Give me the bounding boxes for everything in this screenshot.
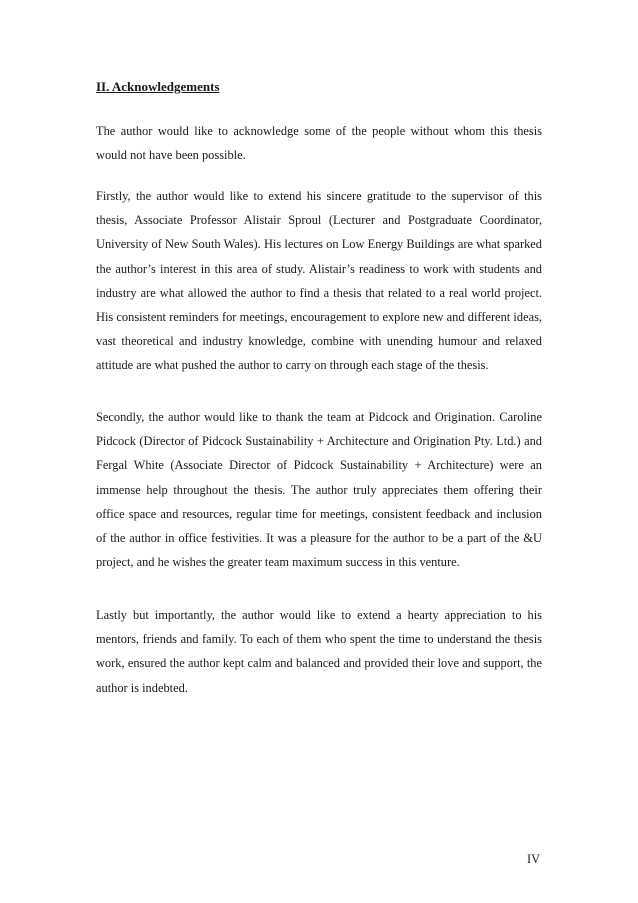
section-heading: II. Acknowledgements — [96, 79, 220, 94]
paragraph-supervisor: Firstly, the author would like to extend his sincere gratitude to the supervisor of this thesis, Associate Professor Alistair Sproul (Lecturer and Postgraduate Coordinator, University of New South Wales). His lectures on Low Energy Buildings are what sparked the author’s interest in this area of study. Alistair’s readiness to work with students and industry are what allowed the author to find a thesis that related to a real world project. His consistent reminders for meetings, encouragement to explore new and different ideas, vast theoretical and industry knowledge, combine with unending humour and relaxed attitude are what pushed the author to carry on through each stage of the thesis. — [96, 189, 542, 373]
paragraph-intro: The author would like to acknowledge some of the people without whom this thesis would not have been possible. — [96, 124, 542, 163]
paragraph-family: Lastly but importantly, the author would like to extend a hearty appreciation to his mentors, friends and family. To each of them who spent the time to understand the thesis work, ensured the author kept calm and balanced and provided their love and support, the author is indebted. — [96, 608, 542, 695]
page-number: IV — [527, 852, 541, 866]
paragraph-pidcock-team: Secondly, the author would like to thank the team at Pidcock and Origination. Caroline Pidcock (Director of Pidcock Sustainability + Architecture and Origination Pty. Ltd.) and Fergal White (Associate Director of Pidcock Sustainability + Architecture) were an immense help throughout the thesis. The author truly appreciates them offering their office space and resources, regular time for meetings, consistent feedback and inclusion of the author in office festivities. It was a pleasure for the author to be a part of the &U project, and he wishes the greater team maximum success in this venture. — [96, 410, 542, 570]
